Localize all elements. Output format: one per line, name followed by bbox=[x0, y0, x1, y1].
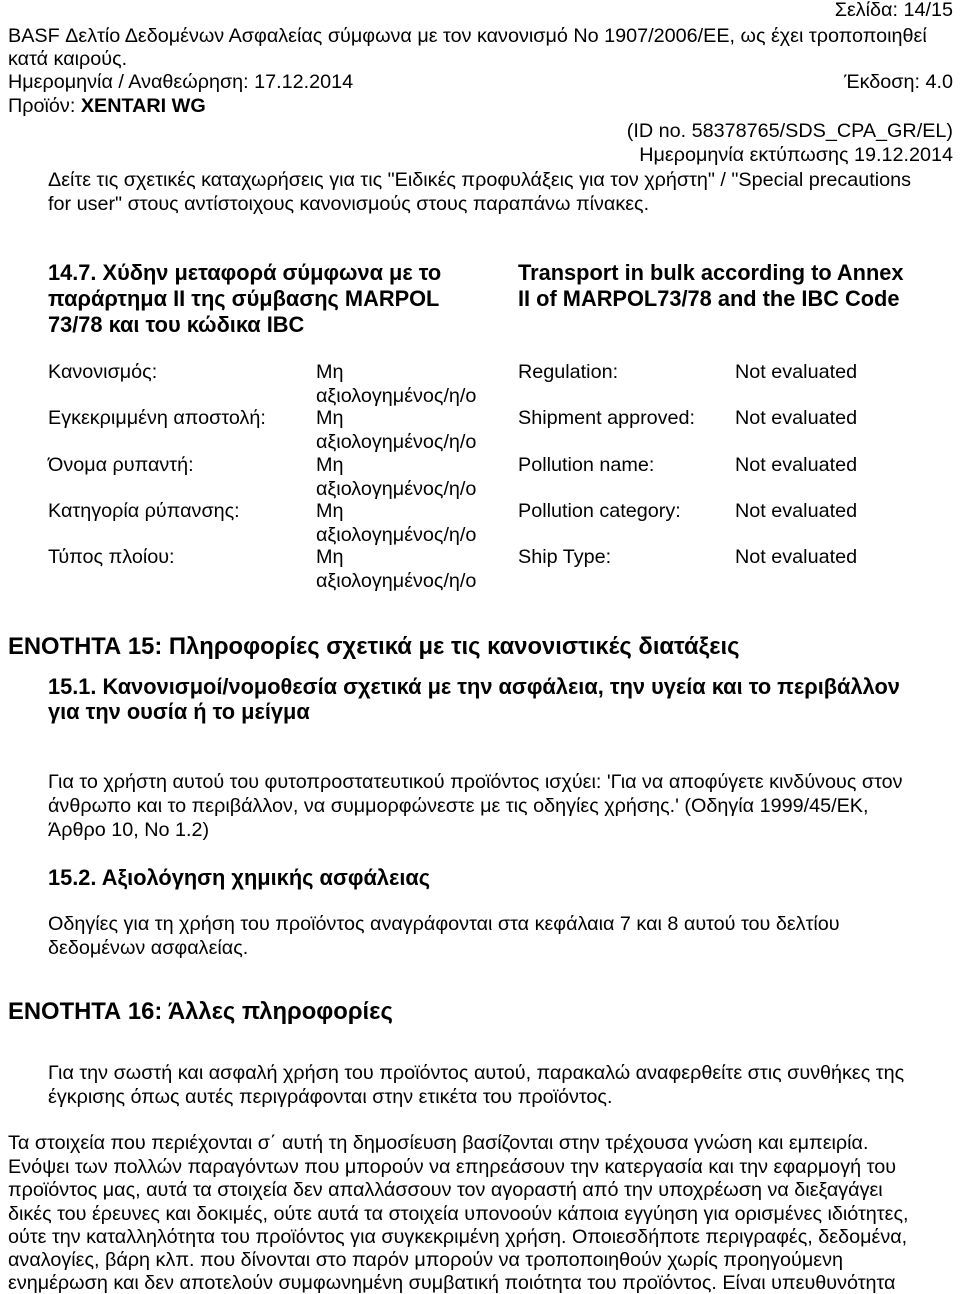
row-label-el: Όνομα ρυπαντή: bbox=[48, 454, 194, 476]
row-label-el: Κατηγορία ρύπανσης: bbox=[48, 500, 240, 522]
product-line bbox=[8, 95, 206, 117]
intro-text-line: for user" στους αντίστοιχους κανονισμούς στους παραπάνω πίνακες. bbox=[48, 193, 650, 215]
subsection-15-1-heading: για την ουσία ή το μείγμα bbox=[48, 699, 310, 724]
disclaimer-line: δικές του έρευνες και δοκιμές, ούτε αυτά τα στοιχεία υπονοούν κάποια εγγύηση για ορισμένες ιδιότητες, bbox=[8, 1203, 909, 1225]
row-value-en: Not evaluated bbox=[735, 361, 858, 383]
row-value-el: Μη bbox=[316, 500, 344, 522]
section-15-heading: ΕΝΟΤΗΤΑ 15: Πληροφορίες σχετικά με τις κανονιστικές διατάξεις bbox=[8, 633, 740, 660]
row-value-en: Not evaluated bbox=[735, 454, 858, 476]
row-value-el: Μη bbox=[316, 361, 344, 383]
page-number: Σελίδα: 14/15 bbox=[834, 0, 953, 21]
document-title-line: κατά καιρούς. bbox=[8, 48, 128, 70]
paragraph-line: Για το χρήστη αυτού του φυτοπροστατευτικού προϊόντος ισχύει: 'Για να αποφύγετε κινδύνους στον bbox=[48, 771, 903, 793]
table-row bbox=[0, 500, 960, 546]
table-row bbox=[0, 454, 960, 500]
table-row bbox=[0, 361, 960, 407]
row-label-el: Κανονισμός: bbox=[48, 361, 158, 383]
document-id: (ID no. 58378765/SDS_CPA_GR/EL) bbox=[626, 120, 953, 142]
section-14-7-heading-el: παράρτημα II της σύμβασης MARPOL bbox=[48, 286, 440, 311]
row-value-el: Μη bbox=[316, 454, 344, 476]
paragraph-line: Οδηγίες για τη χρήση του προϊόντος αναγράφονται στα κεφάλαια 7 και 8 αυτού του δελτίου bbox=[48, 913, 840, 935]
section-14-7-heading-en: II of MARPOL73/78 and the IBC Code bbox=[518, 286, 900, 311]
section-14-7-heading-el: 73/78 και του κώδικα IBC bbox=[48, 312, 305, 337]
row-value-el: αξιολογημένος/η/ο bbox=[316, 478, 477, 500]
row-value-el: αξιολογημένος/η/ο bbox=[316, 385, 477, 407]
row-label-el: Τύπος πλοίου: bbox=[48, 546, 175, 568]
paragraph-line: Άρθρο 10, Νο 1.2) bbox=[48, 819, 210, 841]
row-label-en: Pollution name: bbox=[518, 454, 655, 476]
row-label-el: Εγκεκριμμένη αποστολή: bbox=[48, 407, 266, 429]
row-value-el: αξιολογημένος/η/ο bbox=[316, 524, 477, 546]
print-date: Ημερομηνία εκτύπωσης 19.12.2014 bbox=[639, 144, 953, 166]
disclaimer-line: Ενόψει των πολλών παραγόντων που μπορούν να επηρεάσουν την κατεργασία και την εφαρμογή του bbox=[8, 1156, 897, 1178]
version: Έκδοση: 4.0 bbox=[844, 71, 953, 93]
paragraph-line: Για την σωστή και ασφαλή χρήση του προϊόντος αυτού, παρακαλώ αναφερθείτε στις συνθήκες της bbox=[48, 1062, 905, 1084]
disclaimer-line: Τα στοιχεία που περιέχονται σ΄ αυτή τη δημοσίευση βασίζονται στην τρέχουσα γνώση και εμπειρία. bbox=[8, 1132, 869, 1154]
document-title-line: BASF Δελτίο Δεδομένων Ασφαλείας σύμφωνα με τον κανονισμό Νο 1907/2006/ΕΕ, ως έχει τροποποιηθεί bbox=[8, 25, 927, 47]
row-label-en: Shipment approved: bbox=[518, 407, 696, 429]
row-label-en: Regulation: bbox=[518, 361, 619, 383]
row-value-en: Not evaluated bbox=[735, 407, 858, 429]
product-name: XENTARI WG bbox=[80, 95, 206, 117]
subsection-15-2-heading: 15.2. Αξιολόγηση χημικής ασφάλειας bbox=[48, 865, 431, 890]
subsection-15-1-heading: 15.1. Κανονισμοί/νομοθεσία σχετικά με την ασφάλεια, την υγεία και το περιβάλλον bbox=[48, 674, 900, 699]
disclaimer-line: αναλογίες, βάρη κλπ. που δίνονται στο παρόν μπορούν να τροποποιηθούν χωρίς προηγούμενη bbox=[8, 1249, 843, 1271]
disclaimer-line: ενημέρωση και δεν αποτελούν συμφωνημένη συμβατική ποιότητα του προϊόντος. Είναι υπευθυνότητα bbox=[8, 1272, 896, 1294]
row-value-el: Μη bbox=[316, 546, 344, 568]
disclaimer-line: ούτε την καταλληλότητα του προϊόντος για συγκεκριμένη χρήση. Οποιεσδήποτε περιγραφές, δεδομένα, bbox=[8, 1226, 908, 1248]
row-value-el: αξιολογημένος/η/ο bbox=[316, 431, 477, 453]
disclaimer-line: προϊόντος μας, αυτά τα στοιχεία δεν απαλλάσσουν τον αγοραστή από την υποχρέωση να διεξαγάγει bbox=[8, 1179, 883, 1201]
section-14-7-heading-el: 14.7. Χύδην μεταφορά σύμφωνα με το bbox=[48, 260, 442, 285]
paragraph-line: άνθρωπο και το περιβάλλον, να συμμορφώνεστε με τις οδηγίες χρήσης.' (Οδηγία 1999/45/ΕΚ, bbox=[48, 795, 869, 817]
section-16-heading: ΕΝΟΤΗΤΑ 16: Άλλες πληροφορίες bbox=[8, 998, 393, 1025]
revision-date: Ημερομηνία / Αναθεώρηση: 17.12.2014 bbox=[8, 71, 354, 93]
row-value-en: Not evaluated bbox=[735, 500, 858, 522]
row-label-en: Ship Type: bbox=[518, 546, 612, 568]
row-value-el: αξιολογημένος/η/ο bbox=[316, 570, 477, 592]
row-value-el: Μη bbox=[316, 407, 344, 429]
table-row bbox=[0, 407, 960, 453]
table-row bbox=[0, 546, 960, 592]
intro-text-line: Δείτε τις σχετικές καταχωρήσεις για τις "Ειδικές προφυλάξεις για τον χρήστη" / "Special precautions bbox=[48, 169, 912, 191]
paragraph-line: έγκρισης όπως αυτές περιγράφονται στην ετικέτα του προϊόντος. bbox=[48, 1086, 613, 1108]
row-value-en: Not evaluated bbox=[735, 546, 858, 568]
paragraph-line: δεδομένων ασφαλείας. bbox=[48, 937, 249, 959]
section-14-7-heading-en: Transport in bulk according to Annex bbox=[518, 260, 904, 285]
product-label: Προϊόν: bbox=[8, 95, 81, 117]
row-label-en: Pollution category: bbox=[518, 500, 681, 522]
